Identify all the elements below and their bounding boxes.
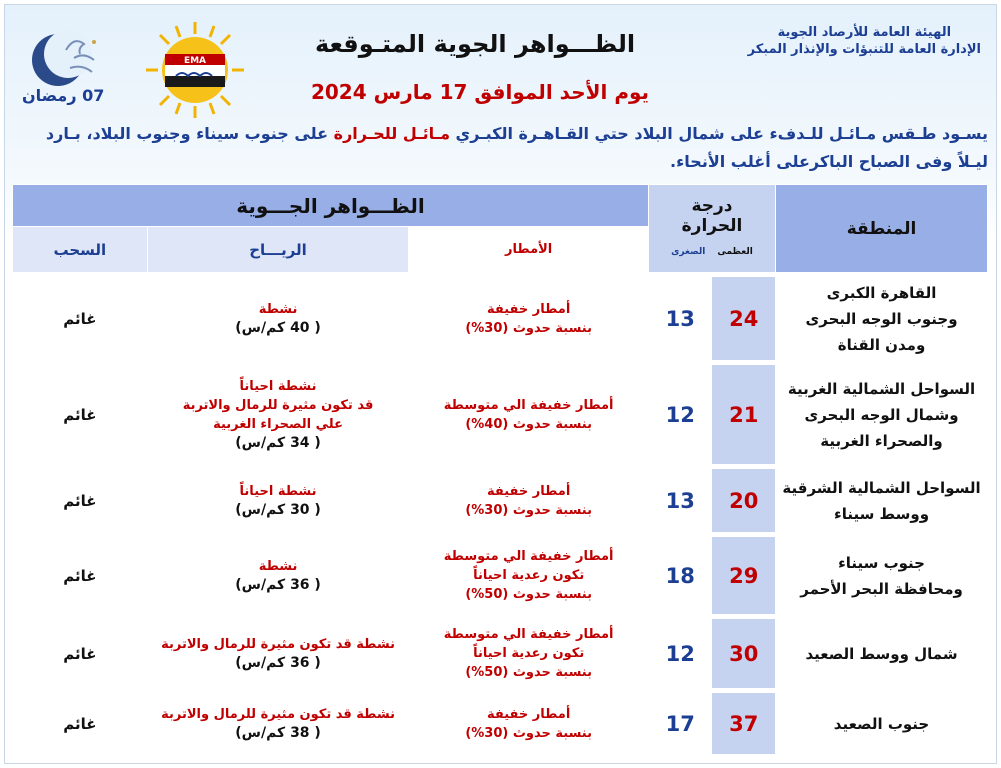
clouds-cell: غائم <box>13 469 148 533</box>
region-line: جنوب الصعيد <box>833 714 930 733</box>
wind-speed: ( 34 كم/س) <box>235 434 321 451</box>
rain-cell <box>409 277 649 361</box>
region-cell <box>776 277 988 361</box>
clouds-cell: غائم <box>13 537 148 615</box>
wind-speed: ( 36 كم/س) <box>235 576 321 593</box>
table-row <box>13 277 988 361</box>
rain-line: أمطار خفيفة <box>486 483 571 499</box>
clouds-cell: غائم <box>13 277 148 361</box>
wind-cell <box>147 365 409 465</box>
wind-speed: ( 40 كم/س) <box>235 319 321 336</box>
header-region: المنطقة <box>776 185 988 273</box>
rain-line: بنسبة حدوث (30%) <box>465 502 592 518</box>
max-temp-cell: 21 <box>712 365 776 465</box>
header-temperature <box>648 185 775 273</box>
table-row <box>13 365 988 465</box>
ema-logo-text: EMA <box>183 56 207 66</box>
forecast-table <box>12 184 988 755</box>
region-cell <box>776 619 988 689</box>
region-line: والصحراء الغربية <box>820 431 943 450</box>
wind-line: علي الصحراء الغربية <box>213 416 343 432</box>
table-row <box>13 537 988 615</box>
rain-cell <box>409 619 649 689</box>
header-temp-line2: الحرارة <box>681 215 743 236</box>
max-temp-cell: 29 <box>712 537 776 615</box>
table-row <box>13 469 988 533</box>
wind-speed: ( 30 كم/س) <box>235 501 321 518</box>
max-temp-cell: 24 <box>712 277 776 361</box>
min-temp-cell: 18 <box>648 537 712 615</box>
max-temp-cell: 30 <box>712 619 776 689</box>
min-temp-cell: 13 <box>648 277 712 361</box>
region-line: وشمال الوجه البحرى <box>804 405 959 424</box>
header-wind: الريـــاح <box>147 227 409 273</box>
wind-line: نشطة <box>258 301 298 317</box>
wind-cell <box>147 537 409 615</box>
rain-line: بنسبة حدوث (30%) <box>465 320 592 336</box>
table-row <box>13 693 988 755</box>
rain-line: أمطار خفيفة الي متوسطة <box>443 549 614 564</box>
region-cell <box>776 469 988 533</box>
rain-line: بنسبة حدوث (30%) <box>465 725 592 741</box>
clouds-cell: غائم <box>13 365 148 465</box>
wind-line: نشطة احياناً <box>239 483 317 499</box>
region-cell <box>776 365 988 465</box>
clouds-cell: غائم <box>13 693 148 755</box>
wind-cell <box>147 469 409 533</box>
wind-line: نشطة قد تكون مثيرة للرمال والاتربة <box>161 636 395 652</box>
wind-cell <box>147 693 409 755</box>
region-line: السواحل الشمالية الشرقية <box>782 478 981 497</box>
min-temp-cell: 13 <box>648 469 712 533</box>
ema-logo-icon <box>140 20 250 120</box>
header-clouds: السحب <box>13 227 148 273</box>
header <box>0 0 1001 185</box>
wind-line: نشطة <box>258 558 298 574</box>
rain-line: أمطار خفيفة الي متوسطة <box>443 397 614 413</box>
rain-line: تكون رعدية احياناً <box>473 646 585 661</box>
wind-line: نشطة احياناً <box>239 378 317 394</box>
page-title: الظـــواهر الجوية المتـوقعة <box>314 30 636 58</box>
table-row <box>13 619 988 689</box>
forecast-rows <box>13 273 988 755</box>
ramadan-day: 07 رمضان <box>22 86 105 105</box>
organization-name <box>748 24 981 58</box>
header-phenomena: الظـــواهر الجـــوية <box>13 185 649 227</box>
wind-line: قد تكون مثيرة للرمال والاتربة <box>182 397 374 413</box>
rain-line: أمطار خفيفة الي متوسطة <box>443 627 614 642</box>
min-temp-cell: 12 <box>648 365 712 465</box>
header-temp-line1: درجة <box>691 195 733 216</box>
region-line: شمال ووسط الصعيد <box>805 644 958 663</box>
rain-line: تكون رعدية احياناً <box>473 568 585 583</box>
min-temp-cell: 17 <box>648 693 712 755</box>
wind-speed: ( 36 كم/س) <box>235 654 321 671</box>
min-temp-cell: 12 <box>648 619 712 689</box>
rain-line: بنسبة حدوث (50%) <box>465 587 592 602</box>
summary-part-3: على جنوب سيناء وجنوب البلاد، بـارد ليـلاً وفى الصباح الباكرعلى أغلب الأنحاء. <box>45 124 988 171</box>
header-max: العظمى <box>717 246 753 257</box>
max-temp-cell: 20 <box>712 469 776 533</box>
rain-cell <box>409 537 649 615</box>
region-line: وجنوب الوجه البحرى <box>805 309 958 328</box>
rain-line: بنسبة حدوث (40%) <box>465 416 592 432</box>
summary-part-2: مـائـل للحـرارة <box>333 124 450 143</box>
rain-line: بنسبة حدوث (50%) <box>465 665 592 680</box>
region-line: السواحل الشمالية الغربية <box>787 379 976 398</box>
max-temp-cell: 37 <box>712 693 776 755</box>
summary-part-1: يسـود طـقس مـائـل للـدفء على شمال البلاد حتي القـاهـرة الكبـري <box>449 124 988 143</box>
region-line: ووسط سيناء <box>834 504 930 523</box>
header-min: الصغرى <box>671 246 706 257</box>
clouds-cell: غائم <box>13 619 148 689</box>
region-cell <box>776 693 988 755</box>
region-cell <box>776 537 988 615</box>
wind-speed: ( 38 كم/س) <box>235 724 321 741</box>
rain-line: أمطار خفيفة <box>486 301 571 317</box>
region-line: ومحافظة البحر الأحمر <box>800 579 963 598</box>
ramadan-crescent-icon <box>24 28 114 92</box>
wind-cell <box>147 277 409 361</box>
rain-line: أمطار خفيفة <box>486 706 571 722</box>
wind-cell <box>147 619 409 689</box>
rain-cell <box>409 469 649 533</box>
region-line: جنوب سيناء <box>838 553 925 572</box>
rain-cell <box>409 693 649 755</box>
weather-summary <box>12 120 988 176</box>
forecast-date: يوم الأحد الموافق 17 مارس 2024 <box>310 80 650 104</box>
rain-cell <box>409 365 649 465</box>
org-line-2: الإدارة العامة للتنبؤات والإنذار المبكر <box>747 42 981 57</box>
org-line-1: الهيئة العامة للأرصاد الجوية <box>777 25 952 40</box>
wind-line: نشطة قد تكون مثيرة للرمال والاتربة <box>161 706 395 722</box>
header-rain: الأمطار <box>409 227 649 273</box>
region-line: القاهرة الكبرى <box>826 283 937 302</box>
region-line: ومدن القناة <box>837 335 926 354</box>
